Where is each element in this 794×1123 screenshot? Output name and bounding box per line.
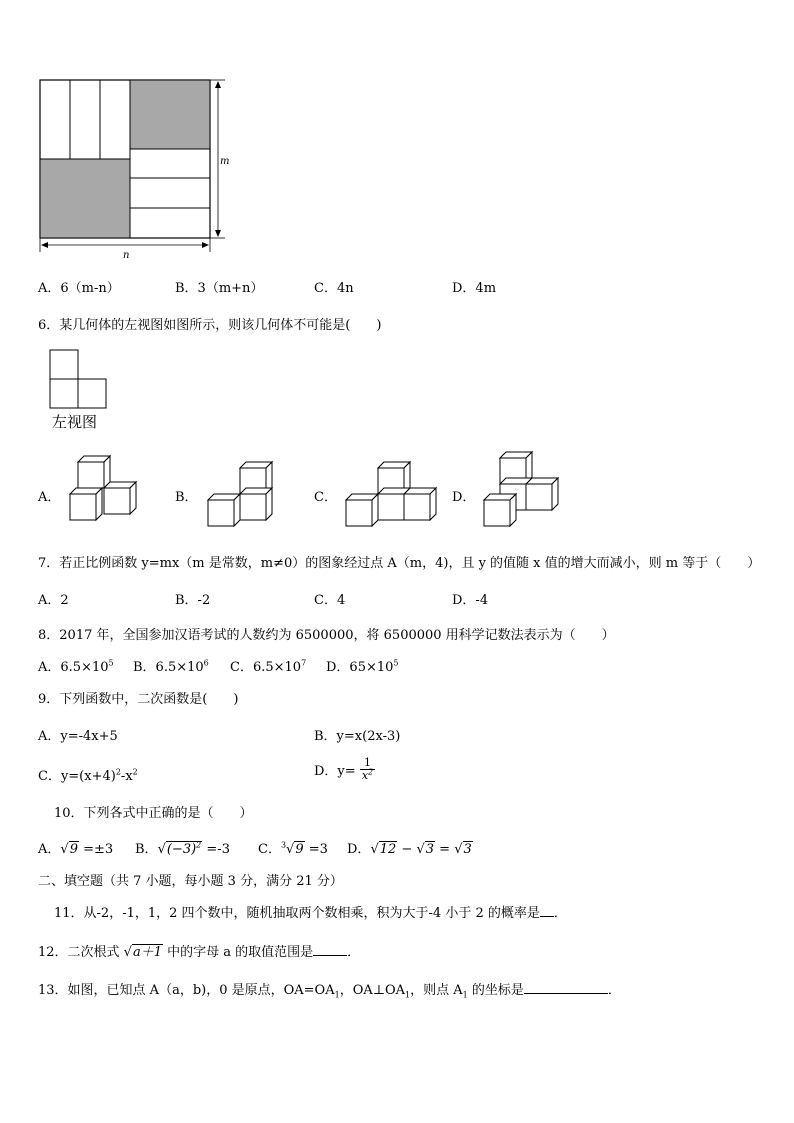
- q7-option-b[interactable]: B．-2: [175, 593, 211, 608]
- q6-option-c-figure[interactable]: [340, 458, 444, 533]
- label-m: m: [220, 156, 230, 167]
- q6-stem: 6．某几何体的左视图如图所示，则该几何体不可能是( ): [38, 318, 382, 333]
- q6-option-d-figure[interactable]: [478, 448, 568, 533]
- q7-option-c[interactable]: C．4: [314, 593, 346, 608]
- answer-blank[interactable]: [524, 981, 608, 994]
- q10-stem: 10．下列各式中正确的是（ ）: [54, 806, 253, 821]
- q9-option-d[interactable]: D．y= $\frac{1}{x^2}$: [314, 756, 374, 782]
- q6-option-a-label[interactable]: A．: [38, 490, 61, 505]
- answer-blank[interactable]: [540, 904, 554, 917]
- q10-option-d[interactable]: D．√12 − √3 = √3: [347, 842, 472, 857]
- q5-option-d[interactable]: D．4m: [452, 281, 497, 296]
- section-2-heading: 二、填空题（共 7 小题，每小题 3 分，满分 21 分）: [38, 874, 343, 889]
- q12-stem: 12．二次根式 √a＋1 中的字母 a 的取值范围是 ．: [38, 945, 361, 960]
- q8-option-b[interactable]: B．$6.5\times 10^6$: [133, 658, 209, 675]
- q8-stem: 8．2017 年，全国参加汉语考试的人数约为 6500000，将 6500000 用科学记数法表示为（ ）: [38, 628, 615, 643]
- q5-option-c[interactable]: C．4n: [314, 281, 354, 296]
- q9-stem: 9．下列函数中，二次函数是( ): [38, 692, 239, 707]
- q13-stem: 13．如图，已知点 A（a，b)，0 是原点，$OA=OA_1$，$OA\perp OA_1$，则点 $A_1$ 的坐标是 ．: [38, 983, 621, 1000]
- q8-option-a[interactable]: A．$6.5\times 10^5$: [38, 658, 114, 675]
- q9-option-a[interactable]: A．y=-4x+5: [38, 729, 118, 744]
- q8-option-c[interactable]: C．$6.5\times 10^7$: [230, 658, 307, 675]
- q6-option-b-figure[interactable]: [204, 458, 284, 533]
- q5-option-b[interactable]: B．3（m+n）: [175, 281, 264, 296]
- q11-stem: 11．从-2，-1，1，2 四个数中，随机抽取两个数相乘，积为大于-4 小于 2 的概率是 ．: [54, 906, 567, 921]
- q9-option-b[interactable]: B．y=x(2x-3): [314, 729, 401, 744]
- answer-blank[interactable]: [313, 943, 347, 956]
- q6-left-view-figure: [46, 348, 112, 410]
- q5-figure: [30, 72, 240, 262]
- q10-option-a[interactable]: A．√9 =±3: [38, 842, 114, 857]
- label-n: n: [123, 250, 130, 261]
- q10-option-c[interactable]: C．$^3$√9 =3: [258, 840, 328, 857]
- q9-option-c[interactable]: C．$y=(x+4)^2-x^2$: [38, 767, 138, 784]
- shaded-square-top-right: [130, 80, 210, 149]
- q7-option-d[interactable]: D．-4: [452, 593, 489, 608]
- q8-option-d[interactable]: D．$65\times 10^5$: [326, 658, 399, 675]
- shaded-square-bottom-left: [40, 159, 130, 238]
- q6-option-d-label[interactable]: D．: [452, 490, 476, 505]
- q5-option-a[interactable]: A．6（m-n）: [38, 281, 120, 296]
- q7-stem: 7．若正比例函数 y=mx（m 是常数，m≠0）的图象经过点 A（m，4)，且 y 的值随 x 值的增大而减小，则 m 等于（ ）: [38, 556, 761, 571]
- q6-option-c-label[interactable]: C．: [314, 490, 337, 505]
- q10-option-b[interactable]: B．$√(-3)^2 =-3$: [135, 840, 230, 857]
- q6-option-a-figure[interactable]: [64, 452, 144, 527]
- q6-option-b-label[interactable]: B．: [175, 490, 198, 505]
- fraction: $\frac{1}{x^2}$: [361, 756, 374, 782]
- q6-view-caption: 左视图: [52, 413, 98, 431]
- q7-option-a[interactable]: A．2: [38, 593, 69, 608]
